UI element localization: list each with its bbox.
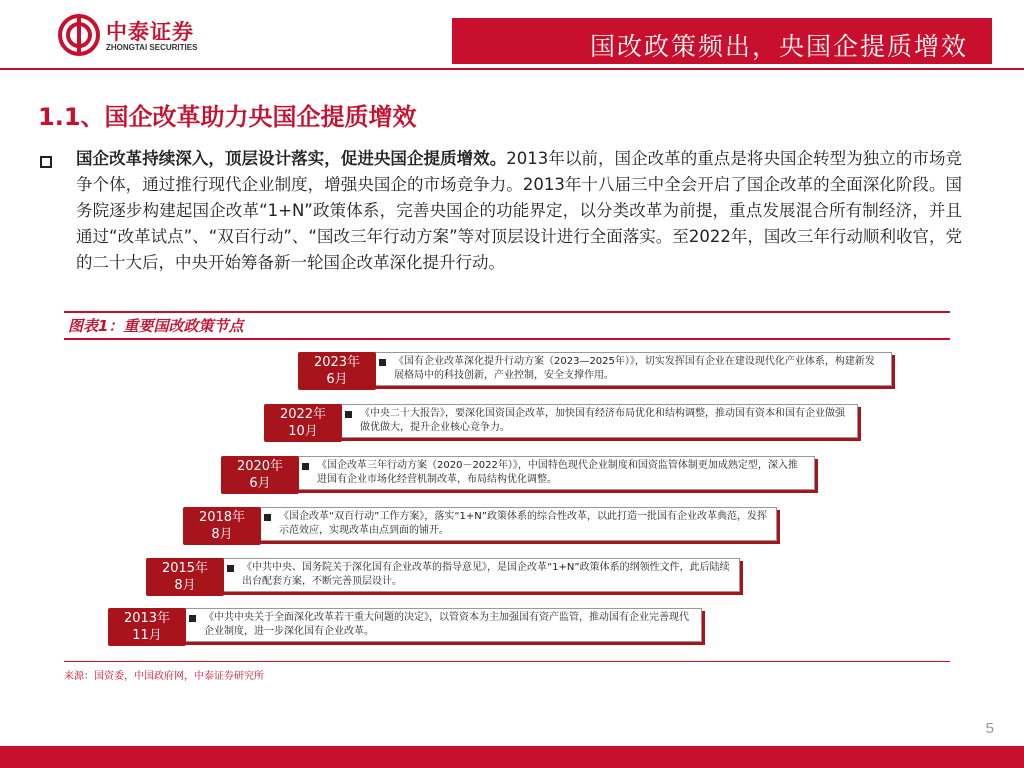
timeline-month: 8月 [174,578,196,593]
bullet-icon [189,615,196,622]
figure-top-rule [64,311,950,313]
timeline-date [183,507,261,545]
timeline-year: 2020年 [236,459,284,474]
timeline-description: 《中共中央、国务院关于深化国有企业改革的指导意见》，是国企改革“1+N”政策体系的纲领性文件，此后陆续出台配套方案，不断完善顶层设计。 [242,562,730,587]
timeline-month: 6月 [249,476,271,491]
figure-bottom-rule [64,661,950,662]
timeline-description-box [293,456,815,490]
timeline-description-box [255,507,777,541]
logo-name-cn: 中泰证券 [106,20,194,44]
timeline-year: 2018年 [198,510,246,525]
timeline-month: 11月 [132,628,162,643]
section-title: 1.1、国企改革助力央国企提质增效 [38,103,417,131]
timeline-year: 2015年 [161,561,209,576]
bullet-icon [264,514,271,521]
logo-name-en: ZHONGTAI SECURITIES [106,43,198,52]
timeline-description: 《国有企业改革深化提升行动方案（2023—2025年）》，切实发挥国有企业在建设现代化产业体系，构建新发展格局中的科技创新，产业控制，安全支撑作用。 [394,356,875,381]
timeline-date [264,404,342,442]
timeline-description-box [336,404,858,438]
page-number: 5 [985,720,994,737]
timeline-year: 2023年 [313,355,361,370]
figure-source: 来源：国资委，中国政府网，中泰证券研究所 [64,671,264,682]
timeline-year: 2013年 [123,611,171,626]
bullet-icon [379,359,386,366]
footer-bar [0,746,1024,768]
timeline-year: 2022年 [279,407,327,422]
timeline-description: 《国企改革“双百行动”工作方案》，落实“1+N”政策体系的综合性改革，以此打造一批国有企业改革典范，发挥示范效应，实现改革由点到面的铺开。 [279,511,767,536]
paragraph-text: 2013年以前，国企改革的重点是将央国企转型为独立的市场竞争个体，通过推行现代企业制度，增强央国企的市场竞争力。2013年十八届三中全会开启了国企改革的全面深化阶段。国务院逐步构建起国企改革“1+N”政策体系，完善央国企的功能界定，以分类改革为前提，重点发展混合所有制经济，并且通过“改革试点”、“双百行动”、“国改三年行动方案”等对顶层设计进行全面落实。至2022年，国改三年行动顺利收官，党的二十大后，中央开始筹备新一轮国企改革深化提升行动。 [76,149,962,272]
timeline-description: 《中共中央关于全面深化改革若干重大问题的决定》，以管资本为主加强国有资产监管，推动国有企业完善现代企业制度，进一步深化国有企业改革。 [204,612,689,637]
timeline-description: 《国企改革三年行动方案（2020－2022年）》，中国特色现代企业制度和国资监管体制更加成熟定型，深入推进国有企业市场化经营机制改革，布局结构优化调整。 [317,460,798,485]
timeline-month: 8月 [211,527,233,542]
timeline-date [108,608,186,646]
header-banner [452,18,992,64]
header-title: 国改政策频出，央国企提质增效 [589,32,968,61]
bullet-icon [227,565,234,572]
figure-title-rule [64,338,950,340]
body-paragraph [76,146,962,276]
timeline-month: 10月 [288,424,318,439]
timeline-description-box [370,352,892,386]
bullet-square-icon [40,156,52,168]
timeline-description-box [218,558,740,592]
bullet-icon [345,411,352,418]
timeline-date [146,558,224,596]
paragraph-lead: 国企改革持续深入，顶层设计落实，促进央国企提质增效。 [76,149,507,168]
timeline-description-box [180,608,702,642]
timeline-month: 6月 [326,372,348,387]
bullet-icon [302,463,309,470]
timeline-description: 《中央二十大报告》，要深化国资国企改革，加快国有经济布局优化和结构调整，推动国有资本和国有企业做强做优做大，提升企业核心竞争力。 [360,408,845,433]
header-divider [0,68,1024,70]
timeline-date [221,456,299,494]
figure-title: 图表1：重要国改政策节点 [68,317,244,335]
zhongtai-logo-icon [58,14,100,56]
timeline-date [298,352,376,390]
company-logo [58,14,218,64]
